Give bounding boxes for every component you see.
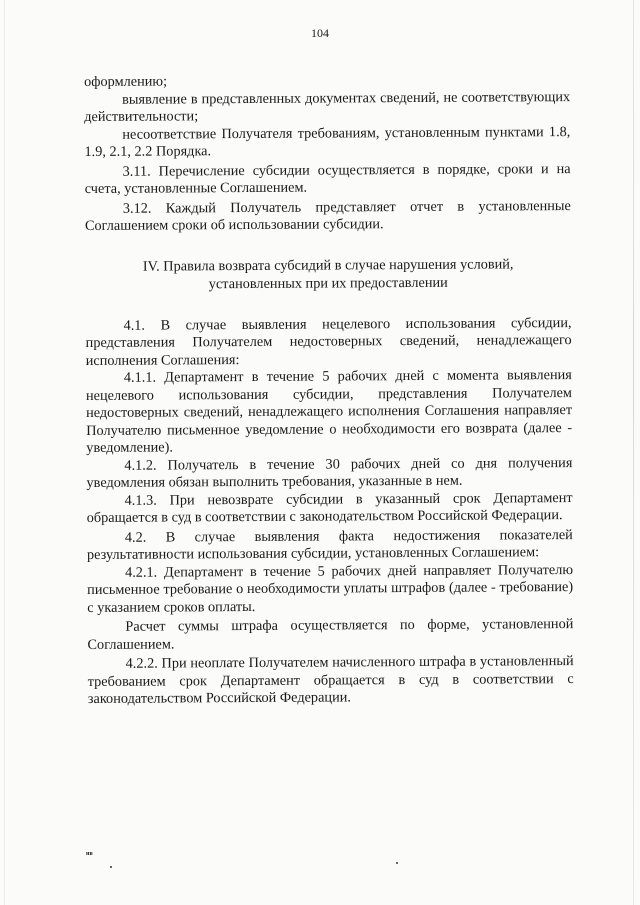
paragraph-4-1-3: 4.1.3. При невозврате субсидии в указанный срок Департамент обращается в суд в соответствии с законодательством Российской Федерации. [86,489,573,526]
paragraph-3-11: 3.11. Перечисление субсидии осуществляется в порядке, сроки и на счета, установленные Соглашением. [84,160,571,197]
paragraph-4-2-1: 4.2.1. Департамент в течение 5 рабочих дней направляет Получателю письменное требование о необходимости уплаты штрафов (далее - требование) с указанием сроков оплаты. [87,561,574,616]
document-body [84,71,574,708]
paragraph-4-1-2: 4.1.2. Получатель в течение 30 рабочих дней со дня получения уведомления обязан выполнить требования, указанные в нем. [86,454,573,491]
scan-speck [110,866,112,868]
paragraph-4-2: 4.2. В случае выявления факта недостижения показателей результативности использования субсидии, установленных Соглашением: [86,526,573,563]
scan-edge-right [633,0,634,905]
scan-speck [396,862,398,864]
paragraph-continuation: оформлению; [84,73,168,90]
paragraph-fine-calculation: Расчет суммы штрафа осуществляется по форме, установленной Соглашением. [87,616,574,653]
page-number: 104 [311,26,329,40]
section-heading-line-2: установленных при их предоставлении [208,274,448,292]
footer-initials: нв [86,851,93,857]
paragraph-item-1: выявление в представленных документах сведений, не соответствующих действительности; [84,88,571,125]
paragraph-item-2: несоответствие Получателя требованиям, установленным пунктами 1.8, 1.9, 2.1, 2.2 Порядка. [84,123,571,160]
scan-edge-left [4,0,5,905]
section-heading [85,255,571,294]
paragraph-3-12: 3.12. Каждый Получатель представляет отчет в установленные Соглашением сроки об использовании субсидии. [84,197,571,234]
paragraph-4-1: 4.1. В случае выявления нецелевого использования субсидии, представления Получателем недостоверных сведений, ненадлежащего исполнения Соглашения: [85,314,572,369]
paragraph-4-1-1: 4.1.1. Департамент в течение 5 рабочих дней с момента выявления нецелевого использования субсидии, представления Получателем недостоверных сведений, ненадлежащего исполнения Соглашения направляет Получателю письменное уведомление о необходимости его возврата (далее - уведомление). [85,367,573,456]
section-heading-line-1: IV. Правила возврата субсидий в случае нарушения условий, [142,255,514,275]
paragraph-4-2-2: 4.2.2. При неоплате Получателем начисленного штрафа в установленный требованием срок Департамент обращается в суд в соответствии с законодательством Российской Федерации. [87,653,574,707]
